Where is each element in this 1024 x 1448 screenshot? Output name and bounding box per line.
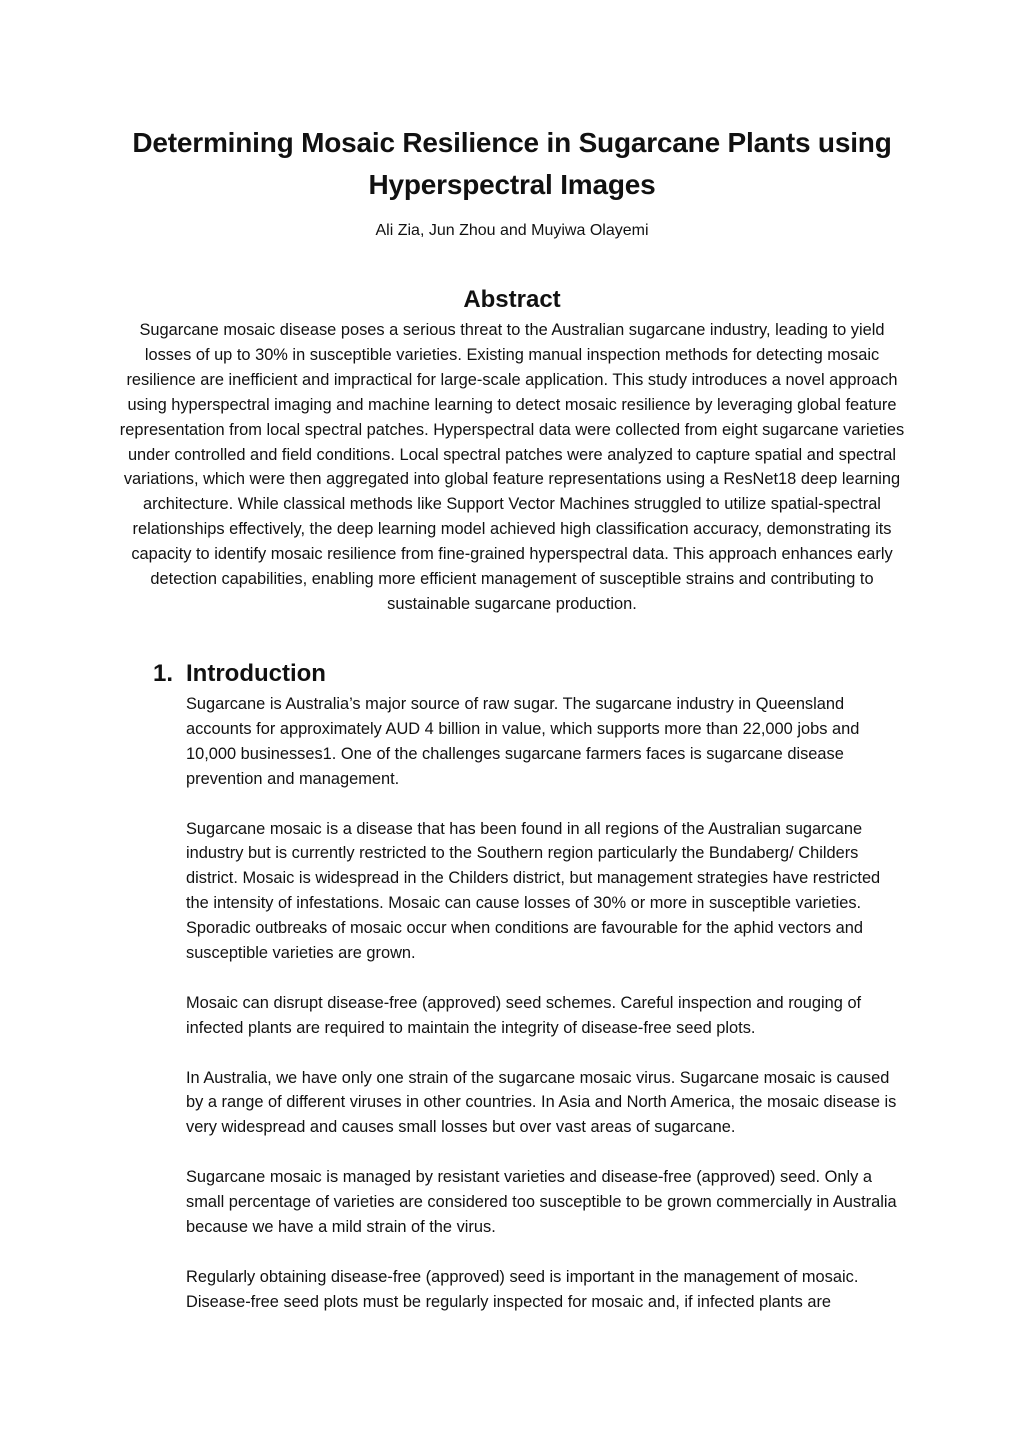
paper-title: Determining Mosaic Resilience in Sugarcane Plants using Hyperspectral Images bbox=[132, 127, 892, 200]
section-number: 1. bbox=[153, 660, 174, 687]
intro-paragraph: Sugarcane mosaic is managed by resistant varieties and disease-free (approved) seed. Only a small percentage of varieties are considered too susceptible to be grown commercially in Australia because we have a mild strain of the virus. bbox=[186, 1168, 897, 1236]
section-title: Introduction bbox=[186, 660, 326, 687]
abstract-heading: Abstract bbox=[463, 286, 561, 313]
intro-paragraph: Mosaic can disrupt disease-free (approved) seed schemes. Careful inspection and rouging of infected plants are required to maintain the integrity of disease-free seed plots. bbox=[186, 993, 862, 1037]
introduction-heading bbox=[153, 656, 653, 692]
intro-paragraph: Regularly obtaining disease-free (approved) seed is important in the management of mosaic. Disease-free seed plots must be regularly inspected for mosaic and, if infected plants are bbox=[186, 1267, 859, 1311]
intro-paragraph: Sugarcane is Australia’s major source of raw sugar. The sugarcane industry in Queensland accounts for approximately AUD 4 billion in value, which supports more than 22,000 jobs and 10,000 businesses1. One of the challenges sugarcane farmers faces is sugarcane disease prevention and management. bbox=[186, 695, 860, 788]
introduction-body bbox=[186, 692, 904, 1339]
author-list: Ali Zia, Jun Zhou and Muyiwa Olayemi bbox=[375, 222, 649, 239]
abstract-text: Sugarcane mosaic disease poses a serious threat to the Australian sugarcane industry, leading to yield losses of up to 30% in susceptible varieties. Existing manual inspection methods for detecting mosaic resilience are inefficient and impractical for large-scale application. This study introduces a novel approach using hyperspectral imaging and machine learning to detect mosaic resilience by leveraging global feature representation from local spectral patches. Hyperspectral data were collected from eight sugarcane varieties under controlled and field conditions. Local spectral patches were analyzed to capture spatial and spectral variations, which were then aggregated into global feature representations using a ResNet18 deep learning architecture. While classical methods like Support Vector Machines struggled to utilize spatial-spectral relationships effectively, the deep learning model achieved high classification accuracy, demonstrating its capacity to identify mosaic resilience from fine-grained hyperspectral data. This approach enhances early detection capabilities, enabling more efficient management of susceptible strains and contributing to sustainable sugarcane production. bbox=[119, 321, 905, 613]
intro-paragraph: In Australia, we have only one strain of the sugarcane mosaic virus. Sugarcane mosaic is caused by a range of different viruses in other countries. In Asia and North America, the mosaic disease is very widespread and causes small losses but over vast areas of sugarcane. bbox=[186, 1068, 897, 1137]
intro-paragraph: Sugarcane mosaic is a disease that has been found in all regions of the Australian sugarcane industry but is currently restricted to the Southern region particularly the Bundaberg/ Childers district. Mosaic is widespread in the Childers district, but management strategies have restricted the intensity of infestations. Mosaic can cause losses of 30% or more in susceptible varieties. Sporadic outbreaks of mosaic occur when conditions are favourable for the aphid vectors and susceptible varieties are grown. bbox=[186, 819, 881, 963]
